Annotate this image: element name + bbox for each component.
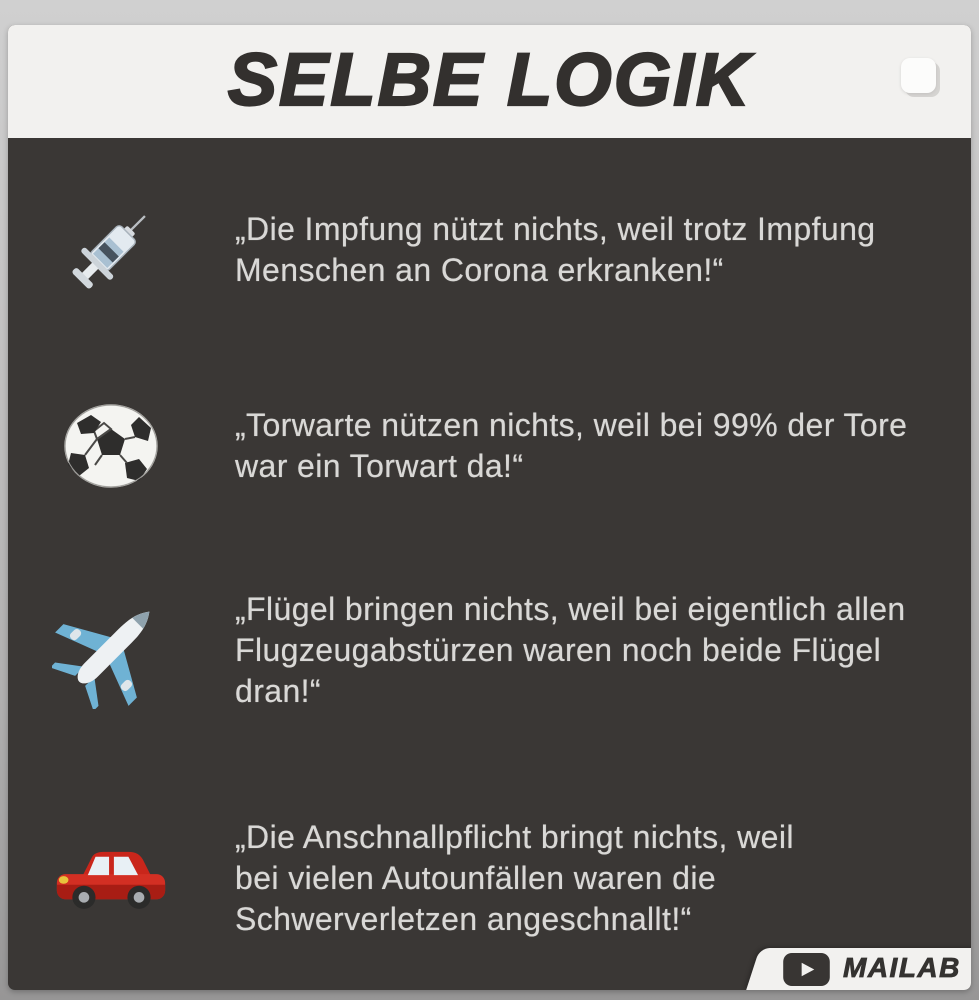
rounded-square-sticker-icon: [901, 58, 936, 93]
statement-text: „Die Anschnallpflicht bringt nichts, weil bei vielen Autounfällen waren die Schwerverletzen angeschnallt!“: [235, 818, 794, 937]
statement-text: „Flügel bringen nichts, weil bei eigentlich allen Flugzeugabstürzen waren noch beide Flügel dran!“: [235, 590, 906, 709]
airplane-icon: [48, 591, 173, 709]
youtube-play-icon: [783, 953, 830, 986]
page-title: SELBE LOGIK: [227, 38, 752, 121]
syringe-icon: [48, 202, 173, 298]
channel-name: MAILAB: [843, 952, 961, 983]
car-icon: [48, 842, 173, 914]
statement-text: „Torwarte nützen nichts, weil bei 99% der Tore war ein Torwart da!“: [235, 407, 908, 484]
statement-row: [8, 793, 971, 963]
channel-badge: [746, 948, 971, 990]
card-header: [8, 25, 971, 138]
soccer-ball-icon: [48, 401, 173, 491]
statement-row: [8, 381, 971, 511]
statement-text: „Die Impfung nützt nichts, weil trotz Impfung Menschen an Corona erkranken!“: [235, 211, 876, 288]
meme-card: [8, 25, 971, 990]
channel-badge-inner: [753, 948, 971, 990]
statement-row: [8, 185, 971, 315]
statement-row: [8, 565, 971, 735]
